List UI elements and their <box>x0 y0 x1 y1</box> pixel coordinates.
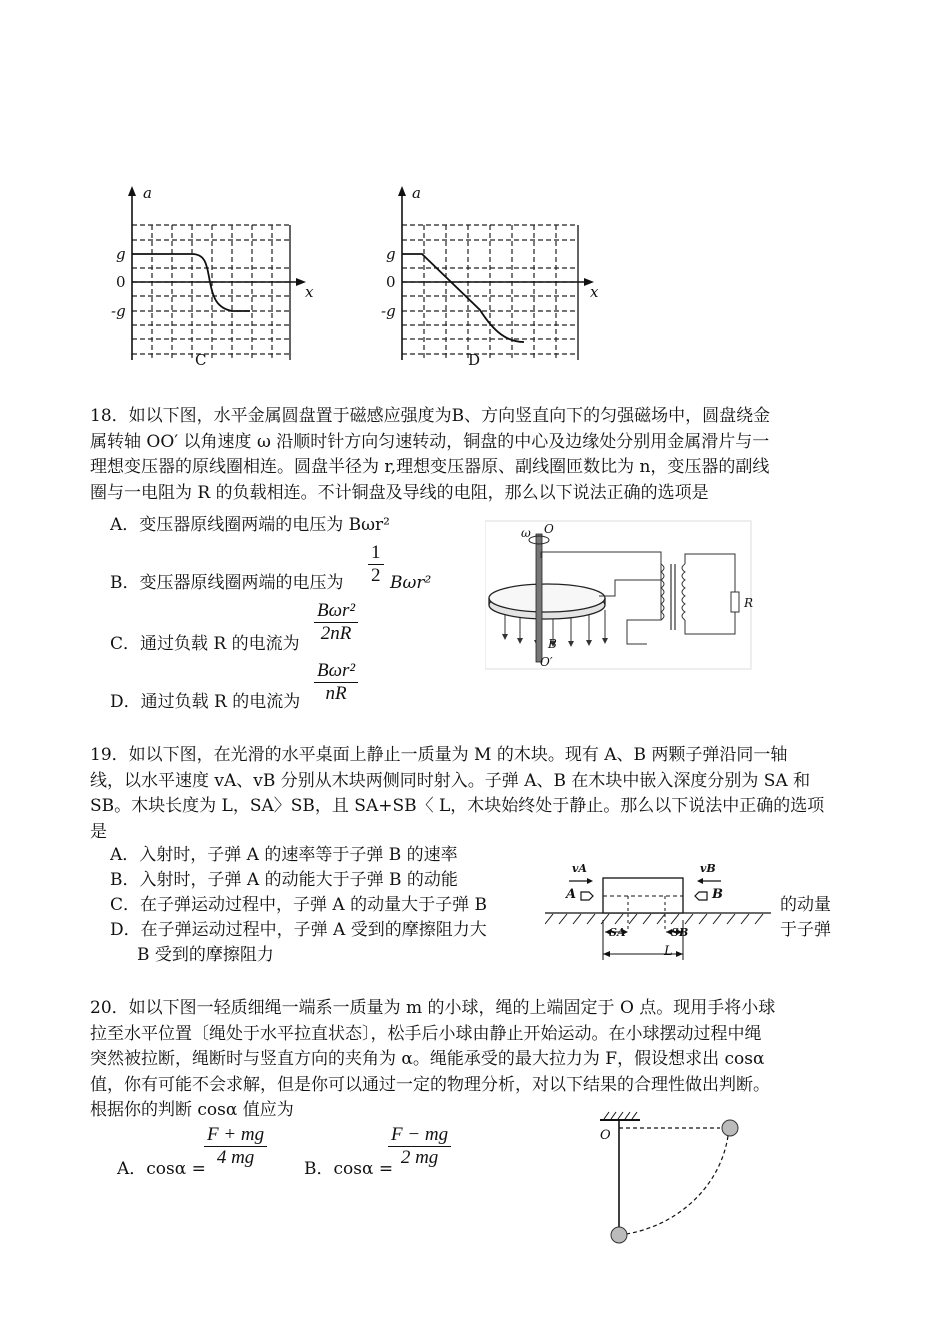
q18-option-b: B．变压器原线圈两端的电压为 <box>110 573 344 593</box>
q18-fig-r: R <box>744 596 754 610</box>
q18-option-b-tail: Bωr² <box>390 573 432 593</box>
q19-option-d: D．在子弹运动过程中，子弹 A 受到的摩擦阻力大 <box>110 920 487 940</box>
graph-c-x-label: x <box>305 283 314 301</box>
q18-option-c-fraction: Bωr² 2nR <box>314 600 358 645</box>
q18-option-b-fraction: 1 2 <box>368 542 384 587</box>
q19-option-c-tail: 的动量 <box>780 895 831 915</box>
q19-option-d-continued: B 受到的摩擦阻力 <box>137 945 274 965</box>
q20-pendulum-figure <box>596 1108 746 1248</box>
q18-fig-b: B <box>548 637 557 651</box>
q19-fig-l: L <box>664 944 673 959</box>
q19-fig-sa: SA <box>609 926 626 939</box>
q20-option-a: A．cosα = <box>117 1159 206 1179</box>
q18-fig-omega: ω <box>521 526 531 540</box>
graph-d-tag: D <box>468 351 481 369</box>
q18-disk-transformer-figure <box>485 520 753 670</box>
q18-option-d: D．通过负载 R 的电流为 <box>110 692 301 712</box>
question-19-stem: 19．如以下图，在光滑的水平桌面上静止一质量为 M 的木块。现有 A、B 两颗子弹沿同一轴 线，以水平速度 vA、vB 分别从木块两侧同时射入。子弹 A、B 在木块中嵌入深度分别为 SA 和 SB。木块长度为 L，SA〉SB，且 SA+SB〈 L，木块始终处于静止。那么以下说法中正确的选项 是 <box>90 745 825 842</box>
graph-d-y-label: a <box>412 184 421 202</box>
graph-c <box>112 182 322 377</box>
q19-fig-a: A <box>566 887 577 902</box>
q19-fig-sb: SB <box>671 926 689 939</box>
q18-option-a: A．变压器原线圈两端的电压为 Bωr² <box>110 515 390 535</box>
q18-fig-o-prime: O′ <box>540 655 553 669</box>
q19-option-d-tail: 于子弹 <box>780 920 831 940</box>
q20-option-b: B．cosα = <box>304 1159 394 1179</box>
graph-d-tick-neg-g: -g <box>381 302 396 320</box>
q19-option-a: A．入射时，子弹 A 的速率等于子弹 B 的速率 <box>110 845 458 865</box>
graph-d-x-label: x <box>590 283 599 301</box>
graph-c-tick-neg-g: -g <box>111 302 126 320</box>
graph-c-tick-0: 0 <box>116 273 126 291</box>
graph-c-y-label: a <box>143 184 152 202</box>
question-18-stem: 18．如以下图，水平金属圆盘置于磁感应强度为B、方向竖直向下的匀强磁场中，圆盘绕金 属转轴 OO′ 以角速度 ω 沿顺时针方向匀速转动，铜盘的中心及边缘处分别用金属滑片与一 理想变压器的原线圈相连。圆盘半径为 r,理想变压器原、副线圈匝数比为 n，变压器的副线 圈与一电阻为 R 的负载相连。不计铜盘及导线的电阻，那么以下说法正确的选项是 <box>90 406 771 503</box>
q19-option-b: B．入射时，子弹 A 的动能大于子弹 B 的动能 <box>110 870 458 890</box>
q19-option-c: C．在子弹运动过程中，子弹 A 的动量大于子弹 B <box>110 895 487 915</box>
q18-option-c: C．通过负载 R 的电流为 <box>110 634 300 654</box>
graph-c-tag: C <box>195 351 207 369</box>
q19-fig-va: vA <box>572 862 587 875</box>
q19-fig-vb: vB <box>700 862 716 875</box>
q19-fig-b: B <box>712 887 723 902</box>
q18-option-d-fraction: Bωr² nR <box>314 660 358 705</box>
graph-d <box>382 182 602 377</box>
graph-d-tick-0: 0 <box>386 273 396 291</box>
graph-d-tick-g: g <box>386 245 396 263</box>
q20-option-b-fraction: F − mg 2 mg <box>388 1124 451 1169</box>
q20-option-a-fraction: F + mg 4 mg <box>204 1124 267 1169</box>
question-20-stem: 20．如以下图一轻质细绳一端系一质量为 m 的小球，绳的上端固定于 O 点。现用手将小球 拉至水平位置〔绳处于水平拉直状态〕，松手后小球由静止开始运动。在小球摆动过程中绳 突然被拉断，绳断时与竖直方向的夹角为 α。绳能承受的最大拉力为 F，假设想求出 cosα 值，你有可能不会求解，但是你可以通过一定的物理分析，对以下结果的合理性做出判断。 根据你的判断 cosα 值应为 <box>90 998 776 1120</box>
graph-c-tick-g: g <box>116 245 126 263</box>
q18-fig-o: O <box>544 522 554 536</box>
q20-fig-o: O <box>600 1128 611 1143</box>
